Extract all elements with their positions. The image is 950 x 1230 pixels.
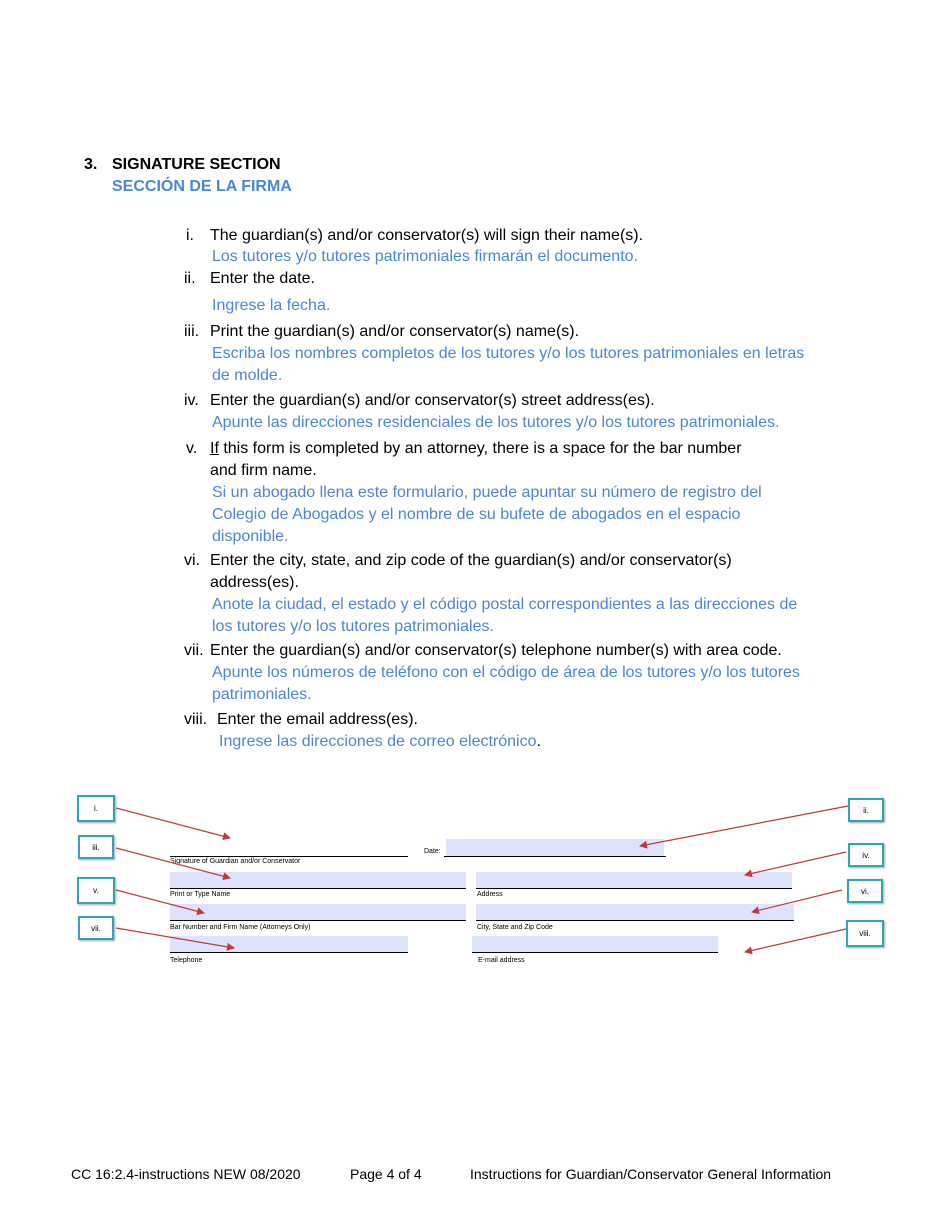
signature-label: Signature of Guardian and/or Conservator [170,858,301,865]
arrow-v [116,890,204,913]
item-text: Enter the guardian(s) and/or conservator(s) telephone number(s) with area code. [210,642,782,659]
item-text-emphasis: If [210,440,219,457]
email-label: E-mail address [478,957,525,964]
item-number: v. [186,440,198,457]
item-number: i. [186,227,194,244]
callout-ii: ii. [848,798,884,822]
item-text-spanish: Apunte los números de teléfono con el código de área de los tutores y/o los tutores [212,664,800,681]
item-text: Enter the date. [210,270,315,287]
arrow-i [116,808,230,838]
item-number: viii. [184,711,208,728]
item-text: Enter the guardian(s) and/or conservator(s) street address(es). [210,392,655,409]
section-number: 3. [84,156,98,173]
item-text: The guardian(s) and/or conservator(s) will sign their name(s). [210,227,644,244]
item-text-spanish: Anote la ciudad, el estado y el código postal correspondientes a las direcciones de [212,596,798,613]
callout-iii: iii. [78,835,114,859]
item-text: address(es). [210,574,299,591]
arrow-vii [116,928,234,948]
item-text: Enter the city, state, and zip code of the guardian(s) and/or conservator(s) [210,552,732,569]
item-number: vii. [184,642,204,659]
section-title-spanish: SECCIÓN DE LA FIRMA [112,178,292,195]
telephone-label: Telephone [170,957,203,964]
item-text-spanish: Si un abogado llena este formulario, puede apuntar su número de registro del [212,484,762,501]
item-text: Print the guardian(s) and/or conservator(s) name(s). [210,323,580,340]
item-text: and firm name. [210,462,317,479]
item-text-spanish: Los tutores y/o tutores patrimoniales firmarán el documento. [212,248,638,265]
footer-page-number: Page 4 of 4 [350,1166,422,1182]
item-text-spanish: Ingrese la fecha. [212,297,331,314]
item-number: vi. [184,552,200,569]
item-text-period: . [536,733,541,750]
item-text: Enter the email address(es). [217,711,418,728]
item-text-spanish: patrimoniales. [212,686,312,703]
arrow-viii [745,929,846,952]
callout-vi: vi. [847,879,883,903]
item-number: ii. [184,270,196,287]
footer-document-title: Instructions for Guardian/Conservator General Information [470,1166,832,1182]
callout-i: i. [77,795,115,822]
item-text-spanish: Apunte las direcciones residenciales de los tutores y/o los tutores patrimoniales. [212,414,780,431]
callout-v: v. [77,877,115,904]
item-number: iii. [184,323,200,340]
footer-form-id: CC 16:2.4-instructions NEW 08/2020 [71,1166,301,1182]
arrow-iv [745,852,846,875]
bar-number-label: Bar Number and Firm Name (Attorneys Only) [170,924,311,931]
item-text-spanish: Escriba los nombres completos de los tutores y/o los tutores patrimoniales en letras [212,345,805,362]
address-label: Address [477,891,503,898]
arrow-ii [640,806,848,846]
item-text-spanish: Ingrese las direcciones de correo electrónico [219,733,537,750]
arrow-iii [116,848,230,878]
callout-iv: iv. [848,843,884,867]
city-state-zip-label: City, State and Zip Code [477,924,553,931]
item-number: iv. [184,392,199,409]
item-text-spanish: Colegio de Abogados y el nombre de su bufete de abogados en el espacio [212,506,741,523]
print-name-label: Print or Type Name [170,891,231,898]
item-text-spanish: de molde. [212,367,283,384]
date-label: Date: [424,848,441,855]
item-text-spanish: disponible. [212,528,289,545]
arrow-vi [752,890,842,912]
item-text-spanish: los tutores y/o los tutores patrimoniales. [212,618,494,635]
section-title: SIGNATURE SECTION [112,156,281,173]
callout-viii: viii. [846,920,884,947]
item-text-rest: this form is completed by an attorney, there is a space for the bar number [218,440,742,457]
callout-vii: vii. [78,916,114,940]
